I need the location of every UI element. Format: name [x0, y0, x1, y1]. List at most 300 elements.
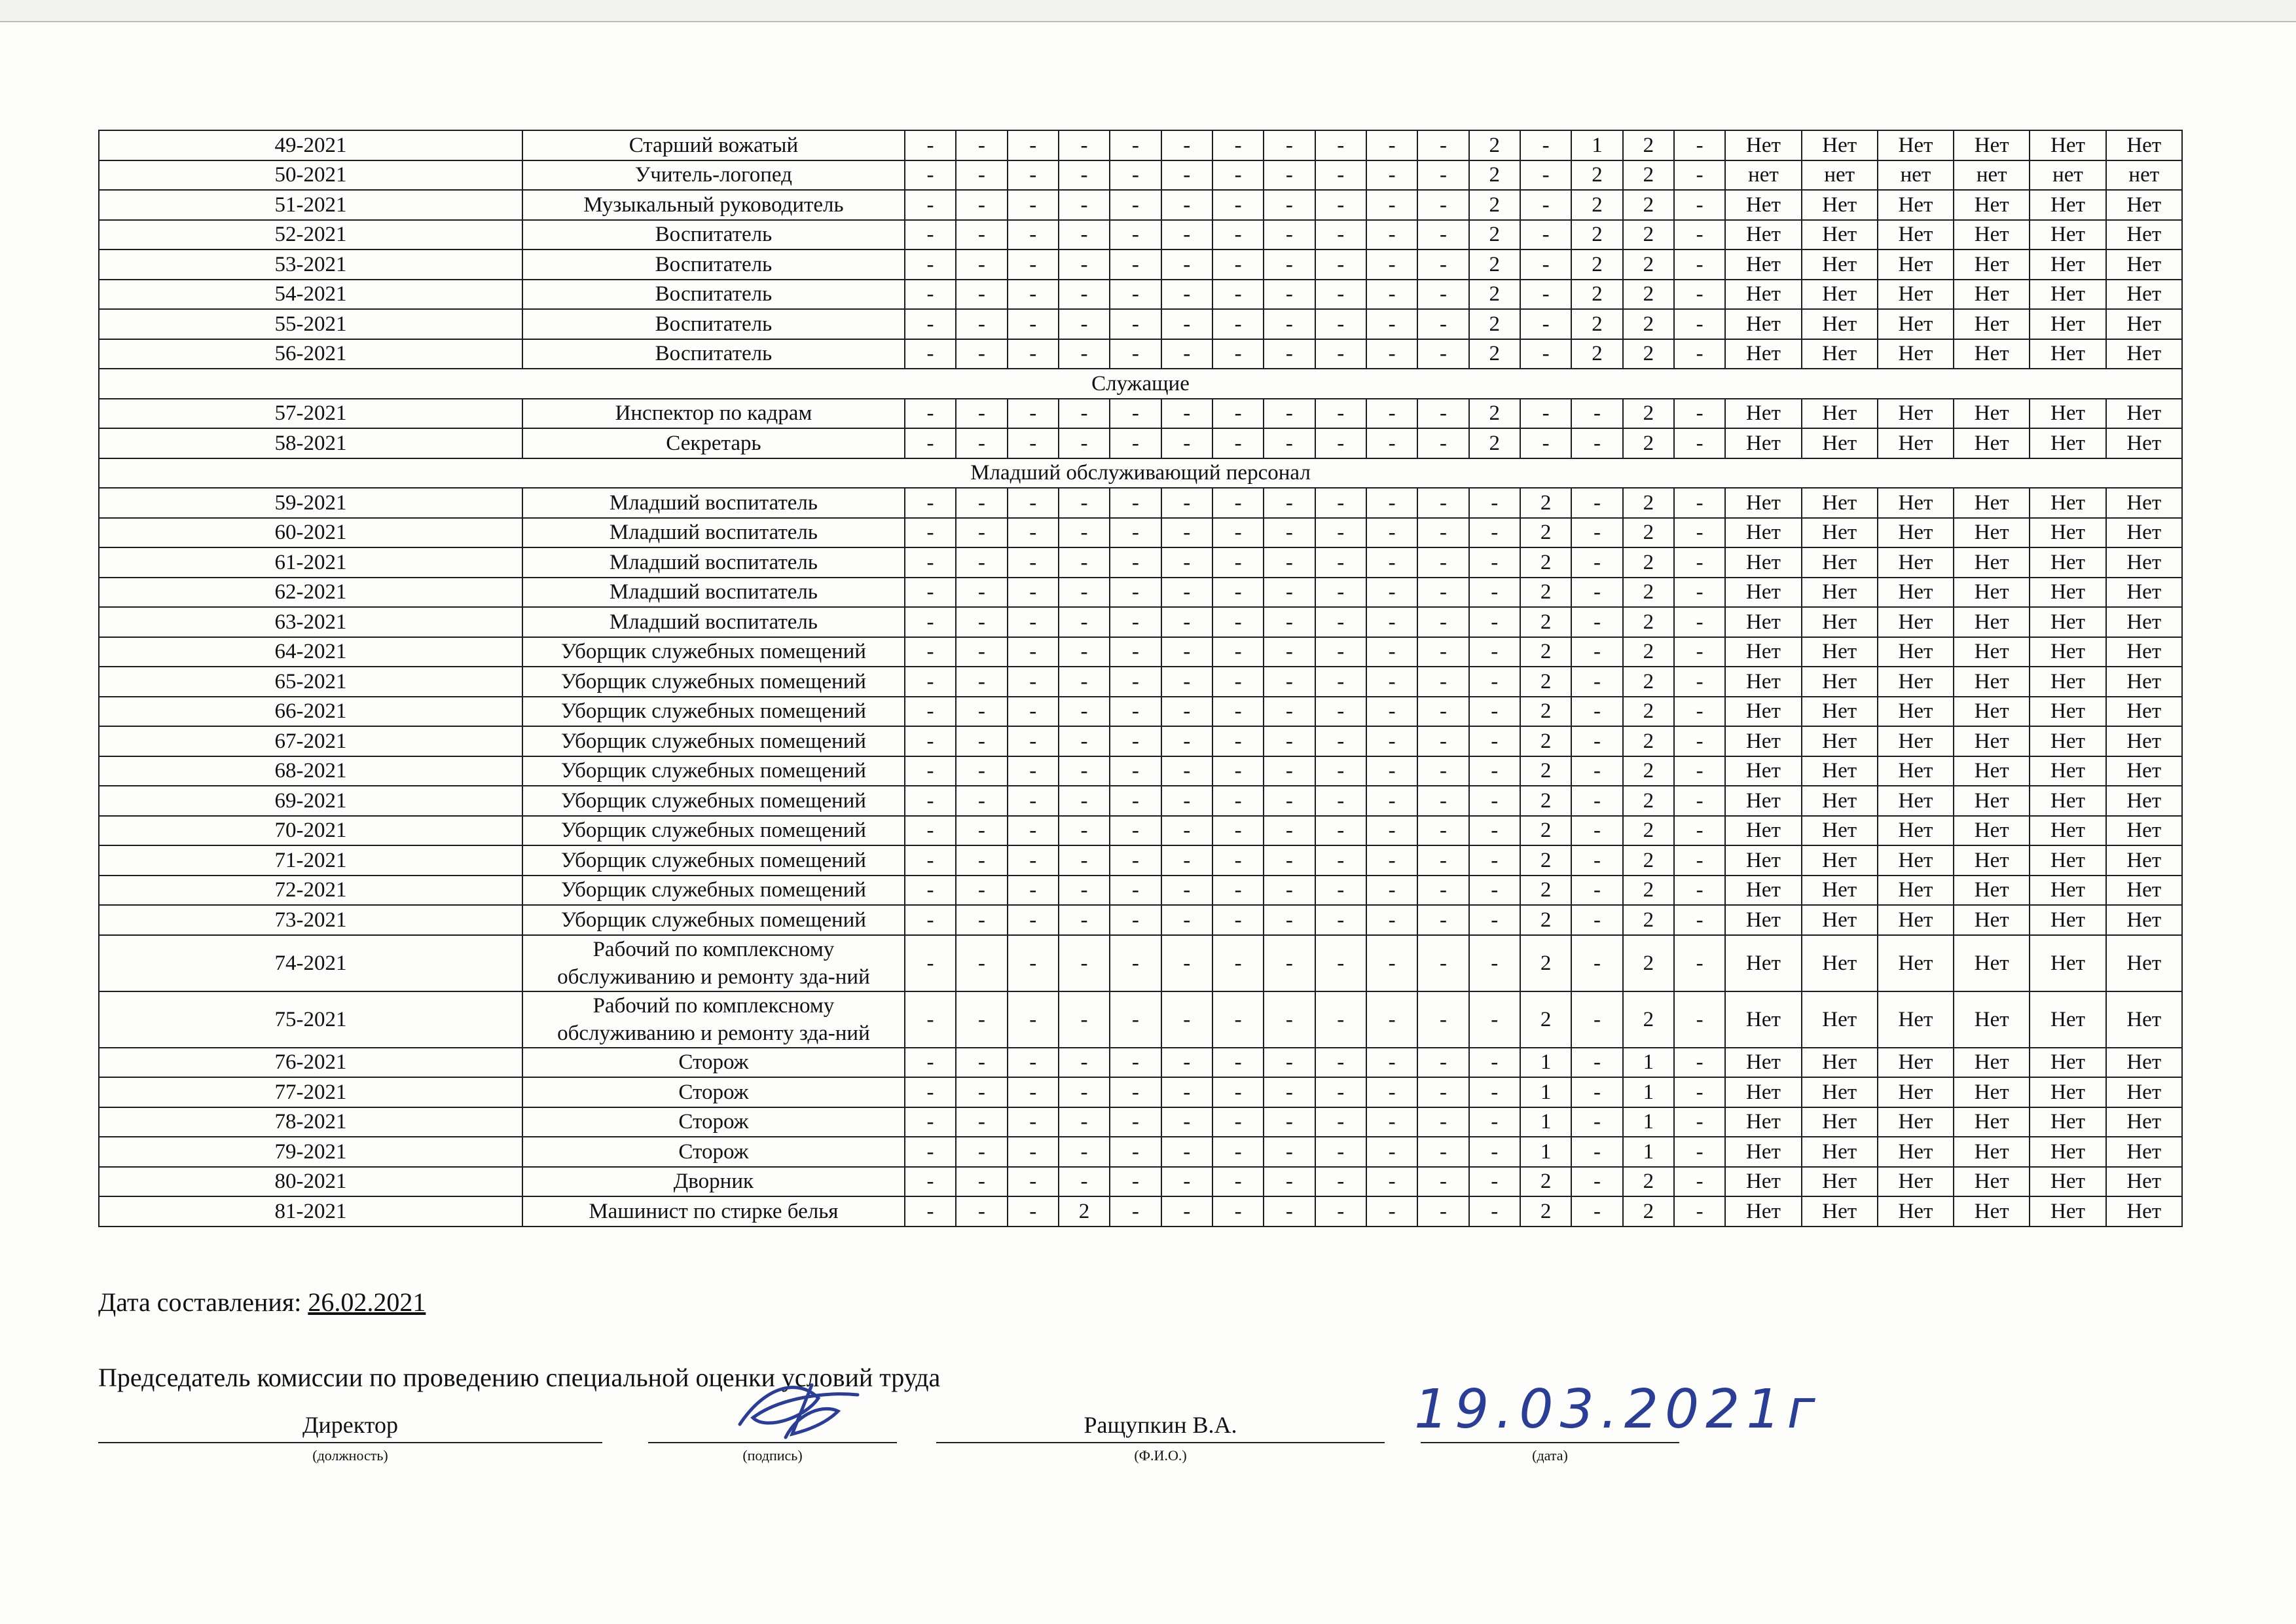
position-caption: (должность) [312, 1447, 388, 1464]
table-cell: 2 [1623, 518, 1674, 548]
table-cell: - [1417, 786, 1468, 816]
table-cell: - [1417, 637, 1468, 667]
table-cell: Нет [2030, 220, 2105, 250]
table-cell: - [1571, 1107, 1622, 1137]
table-cell: - [956, 547, 1007, 578]
table-cell: - [905, 726, 956, 756]
table-cell: - [1110, 876, 1161, 906]
table-cell: Нет [1725, 697, 1801, 727]
table-cell: - [1264, 130, 1315, 160]
table-cell: - [1212, 726, 1264, 756]
table-cell: - [1264, 1167, 1315, 1197]
table-cell: Нет [1878, 1167, 1954, 1197]
table-cell: 2 [1520, 1196, 1571, 1227]
table-cell: - [1212, 399, 1264, 429]
table-cell: Нет [1802, 1048, 1878, 1078]
table-cell: Нет [2030, 756, 2105, 786]
table-cell: 2 [1623, 697, 1674, 727]
table-cell: - [1264, 1137, 1315, 1167]
table-cell: 2 [1623, 428, 1674, 458]
table-cell: - [1674, 1107, 1725, 1137]
table-cell: - [1212, 1048, 1264, 1078]
table-cell: - [1264, 578, 1315, 608]
table-cell: Нет [1954, 488, 2030, 518]
table-cell: - [1674, 1167, 1725, 1197]
table-cell: 1 [1623, 1077, 1674, 1107]
table-cell: - [1059, 726, 1110, 756]
table-cell: - [1110, 130, 1161, 160]
table-cell: Нет [2030, 876, 2105, 906]
table-cell: - [1571, 1137, 1622, 1167]
table-cell: - [1571, 1077, 1622, 1107]
table-cell: - [1212, 756, 1264, 786]
table-cell: - [1469, 1137, 1520, 1167]
table-cell: - [1110, 935, 1161, 991]
table-cell: Нет [1802, 726, 1878, 756]
table-cell: 2 [1469, 160, 1520, 191]
table-cell: Нет [1802, 428, 1878, 458]
table-cell: - [1315, 249, 1366, 280]
table-cell: - [1520, 160, 1571, 191]
table-cell: 2 [1623, 547, 1674, 578]
table-cell: Нет [2030, 845, 2105, 876]
table-cell: - [1417, 339, 1468, 369]
table-cell: - [1059, 488, 1110, 518]
table-cell: - [1571, 756, 1622, 786]
table-cell: - [1469, 488, 1520, 518]
table-cell: - [1469, 726, 1520, 756]
table-cell: Нет [1725, 249, 1801, 280]
table-cell: - [956, 905, 1007, 935]
position-name: Музыкальный руководитель [522, 190, 905, 220]
table-cell: Нет [1802, 935, 1878, 991]
table-cell: - [1520, 190, 1571, 220]
table-cell: 2 [1571, 220, 1622, 250]
table-cell: - [1366, 905, 1417, 935]
table-cell: - [1059, 637, 1110, 667]
table-cell: 2 [1520, 876, 1571, 906]
table-cell: - [905, 518, 956, 548]
table-cell: - [956, 991, 1007, 1048]
table-cell: - [1417, 1167, 1468, 1197]
position-name: Уборщик служебных помещений [522, 726, 905, 756]
position-name: Уборщик служебных помещений [522, 816, 905, 846]
table-cell: - [1059, 816, 1110, 846]
table-cell: - [956, 816, 1007, 846]
table-cell: - [1212, 991, 1264, 1048]
table-cell: - [905, 578, 956, 608]
table-cell: - [905, 249, 956, 280]
position-name: Дворник [522, 1167, 905, 1197]
workplace-number: 58-2021 [99, 428, 522, 458]
table-cell: - [1161, 607, 1212, 637]
table-cell: Нет [1954, 1048, 2030, 1078]
table-cell: - [1008, 1137, 1059, 1167]
table-row [99, 578, 2182, 608]
workplace-number: 49-2021 [99, 130, 522, 160]
table-cell: нет [2106, 160, 2182, 191]
table-cell: Нет [2030, 1196, 2105, 1227]
workplace-number: 65-2021 [99, 667, 522, 697]
table-cell: 1 [1520, 1107, 1571, 1137]
position-name: Воспитатель [522, 309, 905, 339]
table-cell: - [1315, 190, 1366, 220]
table-cell: - [1059, 756, 1110, 786]
table-cell: - [956, 1196, 1007, 1227]
table-cell: Нет [2106, 1077, 2182, 1107]
table-cell: - [1059, 399, 1110, 429]
table-cell: - [1469, 816, 1520, 846]
table-cell: - [1417, 518, 1468, 548]
table-cell: Нет [2030, 816, 2105, 846]
date-label: Дата составления: [98, 1287, 302, 1317]
table-cell: - [1674, 697, 1725, 727]
table-cell: - [1571, 607, 1622, 637]
table-cell: - [1264, 667, 1315, 697]
table-cell: - [1571, 905, 1622, 935]
workplace-number: 54-2021 [99, 280, 522, 310]
table-cell: - [1008, 130, 1059, 160]
table-cell: - [1469, 1077, 1520, 1107]
table-cell: Нет [1878, 1077, 1954, 1107]
position-name: Уборщик служебных помещений [522, 697, 905, 727]
position-name: Младший воспитатель [522, 518, 905, 548]
table-cell: - [1366, 518, 1417, 548]
table-cell: - [1008, 280, 1059, 310]
table-cell: - [905, 756, 956, 786]
table-cell: - [1674, 1077, 1725, 1107]
table-cell: - [1110, 667, 1161, 697]
table-row [99, 905, 2182, 935]
table-cell: - [1264, 637, 1315, 667]
table-cell: - [1674, 876, 1725, 906]
table-cell: - [1059, 547, 1110, 578]
fio-field: Ращупкин В.А. [936, 1408, 1385, 1443]
table-cell: Нет [1802, 1167, 1878, 1197]
table-cell: 2 [1623, 339, 1674, 369]
table-row [99, 1077, 2182, 1107]
table-cell: - [1059, 160, 1110, 191]
workplace-number: 52-2021 [99, 220, 522, 250]
table-cell: - [1161, 637, 1212, 667]
table-cell: Нет [1878, 1137, 1954, 1167]
table-cell: 2 [1469, 399, 1520, 429]
table-cell: Нет [1725, 607, 1801, 637]
table-cell: - [956, 667, 1007, 697]
date-value: 26.02.2021 [308, 1287, 426, 1317]
table-cell: - [1571, 518, 1622, 548]
table-cell: Нет [2030, 309, 2105, 339]
table-cell: - [1059, 1077, 1110, 1107]
table-cell: - [1469, 756, 1520, 786]
table-row [99, 876, 2182, 906]
table-cell: - [1674, 578, 1725, 608]
table-cell: - [1212, 428, 1264, 458]
table-cell: - [1008, 876, 1059, 906]
table-cell: Нет [2030, 339, 2105, 369]
table-cell: - [905, 876, 956, 906]
table-cell: - [1520, 130, 1571, 160]
table-cell: Нет [1802, 547, 1878, 578]
table-cell: Нет [1725, 726, 1801, 756]
table-cell: 2 [1469, 280, 1520, 310]
table-cell: - [1264, 1107, 1315, 1137]
position-name: Уборщик служебных помещений [522, 667, 905, 697]
table-cell: - [1417, 876, 1468, 906]
table-cell: 1 [1623, 1048, 1674, 1078]
table-row [99, 280, 2182, 310]
table-cell: Нет [1802, 905, 1878, 935]
table-cell: Нет [1878, 547, 1954, 578]
table-cell: Нет [1954, 578, 2030, 608]
table-cell: - [1212, 339, 1264, 369]
table-cell: - [1571, 845, 1622, 876]
table-cell: Нет [2106, 667, 2182, 697]
table-cell: 2 [1520, 578, 1571, 608]
table-cell: Нет [1954, 786, 2030, 816]
table-cell: Нет [1954, 249, 2030, 280]
table-cell: - [956, 1107, 1007, 1137]
table-cell: - [1674, 339, 1725, 369]
table-cell: - [1059, 249, 1110, 280]
table-cell: - [956, 190, 1007, 220]
table-cell: - [1212, 578, 1264, 608]
table-cell: - [1520, 428, 1571, 458]
table-cell: - [905, 130, 956, 160]
table-cell: - [1212, 816, 1264, 846]
table-cell: - [1417, 399, 1468, 429]
table-cell: - [1315, 280, 1366, 310]
table-cell: Нет [1725, 1137, 1801, 1167]
table-cell: 2 [1623, 399, 1674, 429]
table-cell: - [1674, 518, 1725, 548]
table-cell: - [1571, 428, 1622, 458]
table-cell: - [1059, 130, 1110, 160]
signature-row [0, 1408, 2296, 1473]
table-cell: - [1315, 518, 1366, 548]
table-cell: - [1366, 991, 1417, 1048]
table-cell: - [1110, 190, 1161, 220]
table-cell: 2 [1469, 428, 1520, 458]
table-row [99, 991, 2182, 1048]
table-cell: 2 [1623, 667, 1674, 697]
table-cell: - [905, 1107, 956, 1137]
table-cell: 2 [1520, 697, 1571, 727]
workplace-number: 60-2021 [99, 518, 522, 548]
table-cell: - [1366, 637, 1417, 667]
table-cell: Нет [1725, 220, 1801, 250]
table-cell: - [1366, 220, 1417, 250]
table-cell: - [1674, 1048, 1725, 1078]
table-cell: - [1571, 786, 1622, 816]
workplace-number: 70-2021 [99, 816, 522, 846]
table-cell: - [1008, 845, 1059, 876]
table-cell: - [1417, 280, 1468, 310]
table-cell: - [1417, 578, 1468, 608]
table-cell: 2 [1623, 905, 1674, 935]
table-cell: 2 [1520, 991, 1571, 1048]
table-cell: - [1059, 991, 1110, 1048]
table-cell: - [1417, 428, 1468, 458]
table-cell: - [905, 488, 956, 518]
table-cell: Нет [1878, 726, 1954, 756]
table-cell: Нет [2106, 249, 2182, 280]
table-cell: - [1315, 220, 1366, 250]
table-cell: 2 [1623, 726, 1674, 756]
position-name: Рабочий по комплексному обслуживанию и ремонту зда-ний [522, 991, 905, 1048]
table-cell: - [1571, 726, 1622, 756]
table-cell: - [1264, 160, 1315, 191]
table-cell: Нет [1954, 1077, 2030, 1107]
table-cell: 2 [1623, 935, 1674, 991]
table-cell: - [1008, 1077, 1059, 1107]
table-cell: - [1264, 399, 1315, 429]
table-cell: - [905, 399, 956, 429]
table-cell: - [956, 726, 1007, 756]
position-name: Сторож [522, 1077, 905, 1107]
table-cell: - [1366, 607, 1417, 637]
table-cell: - [1520, 399, 1571, 429]
date-caption: (дата) [1532, 1447, 1568, 1464]
table-cell: Нет [1878, 905, 1954, 935]
table-cell: - [1059, 786, 1110, 816]
table-cell: - [1417, 220, 1468, 250]
table-cell: - [1264, 1196, 1315, 1227]
table-cell: - [956, 1137, 1007, 1167]
table-cell: - [905, 816, 956, 846]
table-cell: - [1161, 667, 1212, 697]
table-cell: - [1008, 816, 1059, 846]
table-cell: - [1417, 130, 1468, 160]
workplace-number: 81-2021 [99, 1196, 522, 1227]
table-cell: 2 [1520, 935, 1571, 991]
table-cell: - [1110, 339, 1161, 369]
table-cell: - [1212, 1137, 1264, 1167]
position-name: Инспектор по кадрам [522, 399, 905, 429]
table-cell: Нет [2106, 845, 2182, 876]
table-cell: - [1264, 607, 1315, 637]
table-cell: - [1008, 160, 1059, 191]
table-cell: Нет [1725, 518, 1801, 548]
table-cell: Нет [1802, 1107, 1878, 1137]
table-cell: Нет [2030, 547, 2105, 578]
table-cell: Нет [1878, 578, 1954, 608]
workplace-number: 50-2021 [99, 160, 522, 191]
table-cell: - [1315, 1196, 1366, 1227]
workplace-number: 53-2021 [99, 249, 522, 280]
table-cell: Нет [1725, 991, 1801, 1048]
table-cell: - [905, 845, 956, 876]
table-cell: - [1366, 280, 1417, 310]
table-row [99, 190, 2182, 220]
table-cell: - [1315, 756, 1366, 786]
table-cell: - [1212, 518, 1264, 548]
table-cell: Нет [1725, 130, 1801, 160]
table-cell: - [1059, 845, 1110, 876]
table-cell: - [1110, 697, 1161, 727]
table-cell: 2 [1520, 547, 1571, 578]
table-cell: - [1366, 816, 1417, 846]
table-row [99, 399, 2182, 429]
table-cell: Нет [2030, 130, 2105, 160]
table-cell: 2 [1623, 845, 1674, 876]
table-cell: - [1366, 578, 1417, 608]
table-cell: - [1008, 607, 1059, 637]
workplace-number: 51-2021 [99, 190, 522, 220]
table-cell: - [1674, 220, 1725, 250]
table-cell: - [1674, 637, 1725, 667]
table-cell: - [905, 905, 956, 935]
table-cell: Нет [1954, 876, 2030, 906]
table-cell: Нет [1878, 190, 1954, 220]
table-cell: - [905, 667, 956, 697]
table-cell: 2 [1623, 756, 1674, 786]
table-cell: 2 [1623, 309, 1674, 339]
table-cell: - [1059, 518, 1110, 548]
table-cell: 2 [1520, 518, 1571, 548]
table-cell: - [1161, 399, 1212, 429]
table-row [99, 935, 2182, 991]
table-cell: - [956, 518, 1007, 548]
table-cell: - [1008, 667, 1059, 697]
table-cell: - [1008, 1107, 1059, 1137]
table-cell: Нет [1725, 399, 1801, 429]
results-table [98, 130, 2183, 1227]
table-cell: - [1315, 428, 1366, 458]
table-cell: - [1264, 905, 1315, 935]
table-cell: - [1469, 547, 1520, 578]
compilation-date-line [98, 1287, 426, 1318]
table-cell: - [1571, 547, 1622, 578]
table-cell: - [1008, 518, 1059, 548]
table-cell: - [1212, 130, 1264, 160]
workplace-number: 73-2021 [99, 905, 522, 935]
table-cell: - [1110, 428, 1161, 458]
table-cell: 2 [1623, 637, 1674, 667]
table-cell: - [956, 756, 1007, 786]
table-cell: 2 [1571, 280, 1622, 310]
table-cell: нет [1802, 160, 1878, 191]
table-cell: Нет [1954, 1167, 2030, 1197]
table-cell: - [1212, 637, 1264, 667]
table-cell: - [1059, 428, 1110, 458]
table-cell: - [956, 488, 1007, 518]
table-cell: - [1417, 1196, 1468, 1227]
table-cell: - [1417, 190, 1468, 220]
position-name: Уборщик служебных помещений [522, 786, 905, 816]
table-cell: - [1417, 697, 1468, 727]
table-cell: - [1008, 905, 1059, 935]
table-cell: - [1417, 1048, 1468, 1078]
table-cell: Нет [1725, 1048, 1801, 1078]
table-cell: Нет [1725, 816, 1801, 846]
table-cell: Нет [2106, 428, 2182, 458]
table-cell: - [1110, 816, 1161, 846]
table-cell: - [1110, 1167, 1161, 1197]
table-cell: Нет [2030, 1137, 2105, 1167]
table-cell: - [1008, 1167, 1059, 1197]
table-cell: 2 [1520, 726, 1571, 756]
table-cell: - [1571, 697, 1622, 727]
table-cell: - [1212, 845, 1264, 876]
table-cell: - [1008, 190, 1059, 220]
table-cell: - [1110, 220, 1161, 250]
table-cell: - [1674, 1137, 1725, 1167]
table-cell: - [1059, 905, 1110, 935]
table-cell: - [1469, 1167, 1520, 1197]
workplace-number: 78-2021 [99, 1107, 522, 1137]
table-cell: - [1417, 1077, 1468, 1107]
